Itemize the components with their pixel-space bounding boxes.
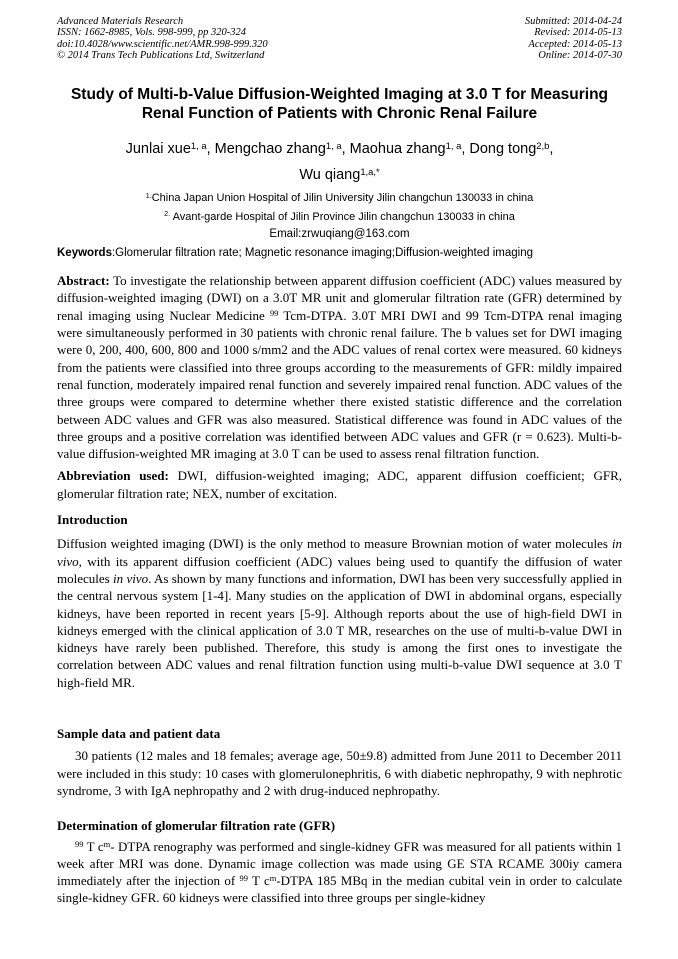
abstract-paragraph: Abstract: To investigate the relationship between apparent diffusion coefficient (ADC) values measured by diffusion-weighted imaging (DWI) on a 3.0T MR unit and glomerular filtration rate (GFR) determined by renal imaging using Nuclear Medicine $^{99}$ Tcm-DTPA. 3.0T MRI DWI and 99 Tcm-DTPA renal imaging were simultaneously performed in 30 patients with chronic renal failure. The b values set for DWI imaging were 0, 200, 400, 600, 800 and 1000 s/mm2 and the ADC values of renal cortex were measured. 60 kidneys from the patients were classified into three groups according to the measurements of GFR: mildly impaired renal function, moderately impaired renal function and severely impaired renal function. ADC values of the three groups were compared to determine whether there existed statistic difference and the correlation between ADC values and GFR was also measured. Statistical difference was found in ADC values of the three groups and a positive correlation was identified between ADC values and GFR (r = 0.623). Multi-b-value diffusion-weighted MR imaging at 3.0 T can be used to assess renal filtration function. (57, 273, 622, 462)
authors-line-1: Junlai xue$^{1, a}$, Mengchao zhang$^{1, a}$, Maohua zhang$^{1, a}$, Dong tong$^{2,b}$, (125, 139, 554, 158)
section-heading-introduction: Introduction (57, 512, 128, 528)
sample-data-paragraph: 30 patients (12 males and 18 females; average age, 50±9.8) admitted from June 2011 to December 2011 were included in this study: 10 cases with glomerulonephritis, 6 with diabetic nephropathy, 9 with nephrotic syndrome, 3 with IgA nephropathy and 2 with drug-induced nephropathy. (57, 748, 622, 798)
affiliations-block (57, 189, 622, 226)
online-date: Online: 2014-07-30 (538, 49, 622, 61)
accepted-date: Accepted: 2014-05-13 (528, 38, 622, 50)
affiliation-2: $^{2.}$ Avant-garde Hospital of Jilin Province Jilin changchun 130033 in china (164, 210, 515, 223)
paper-title-line-2: Renal Function of Patients with Chronic Renal Failure (141, 105, 538, 123)
journal-name: Advanced Materials Research (57, 16, 184, 27)
section-heading-gfr: Determination of glomerular filtration rate (GFR) (57, 818, 336, 834)
gfr-paragraph: $^{99}$ T $c^m-$ DTPA renography was performed and single-kidney GFR was measured for all patients within 1 week after MRI was done. Dynamic image collection was made using GE STA RCAME 300iy camera immediately after the injection of $^{99}$ T $c^m$-DTPA 185 MBq in the median cubital vein in order to calculate single-kidney GFR. 60 kidneys were classified into three groups per single-kidney (57, 838, 622, 906)
journal-copyright-line: © 2014 Trans Tech Publications Ltd, Switzerland (57, 49, 265, 61)
paper-title (57, 85, 622, 123)
paper-title-line-1: Study of Multi-b-Value Diffusion-Weighted Imaging at 3.0 T for Measuring (70, 86, 609, 104)
affiliation-1: $^{1.}$China Japan Union Hospital of Jilin University Jilin changchun 130033 in china (145, 191, 534, 205)
introduction-paragraph: Diffusion weighted imaging (DWI) is the only method to measure Brownian motion of water molecules in vivo, with its apparent diffusion coefficient (ADC) values being used to quantify the diffusion of water molecules in vivo. As shown by many functions and information, DWI has been very successfully applied in the central nervous system [1-4]. Many studies on the application of DWI in abdominal organs, especially kidneys, have been reported in recent years [5-9]. Although reports about the use of high-field DWI in kidneys emerged with the clinical application of 3.0 T MR, researches on the use of multi-b-value DWI in kidneys have rarely been published. Therefore, this study is among the first ones to investigate the correlation between ADC values and renal filtration function using multi-b-value DWI sequence at 3.0 T high-field MR. (57, 536, 622, 690)
journal-header-dates (525, 16, 622, 61)
journal-issn-line: ISSN: 1662-8985, Vols. 998-999, pp 320-324 (57, 27, 246, 39)
email-line: Email:zrwuqiang@163.com (269, 228, 410, 241)
journal-doi-line: doi:10.4028/www.scientific.net/AMR.998-999.320 (57, 38, 268, 50)
abbreviation-paragraph: Abbreviation used: DWI, diffusion-weighted imaging; ADC, apparent diffusion coefficient; GFR, glomerular filtration rate; NEX, number of excitation. (57, 468, 622, 501)
submitted-date: Submitted: 2014-04-24 (524, 16, 622, 27)
journal-header-left (57, 16, 268, 61)
keywords-line: Keywords:Glomerular filtration rate; Magnetic resonance imaging;Diffusion-weighted imaging (57, 247, 533, 260)
authors-line-2: Wu qiang$^{1,a,*}$ (299, 165, 380, 184)
section-heading-sample-data: Sample data and patient data (57, 726, 221, 742)
journal-header (57, 16, 622, 61)
revised-date: Revised: 2014-05-13 (534, 27, 622, 39)
authors-block (57, 136, 622, 188)
